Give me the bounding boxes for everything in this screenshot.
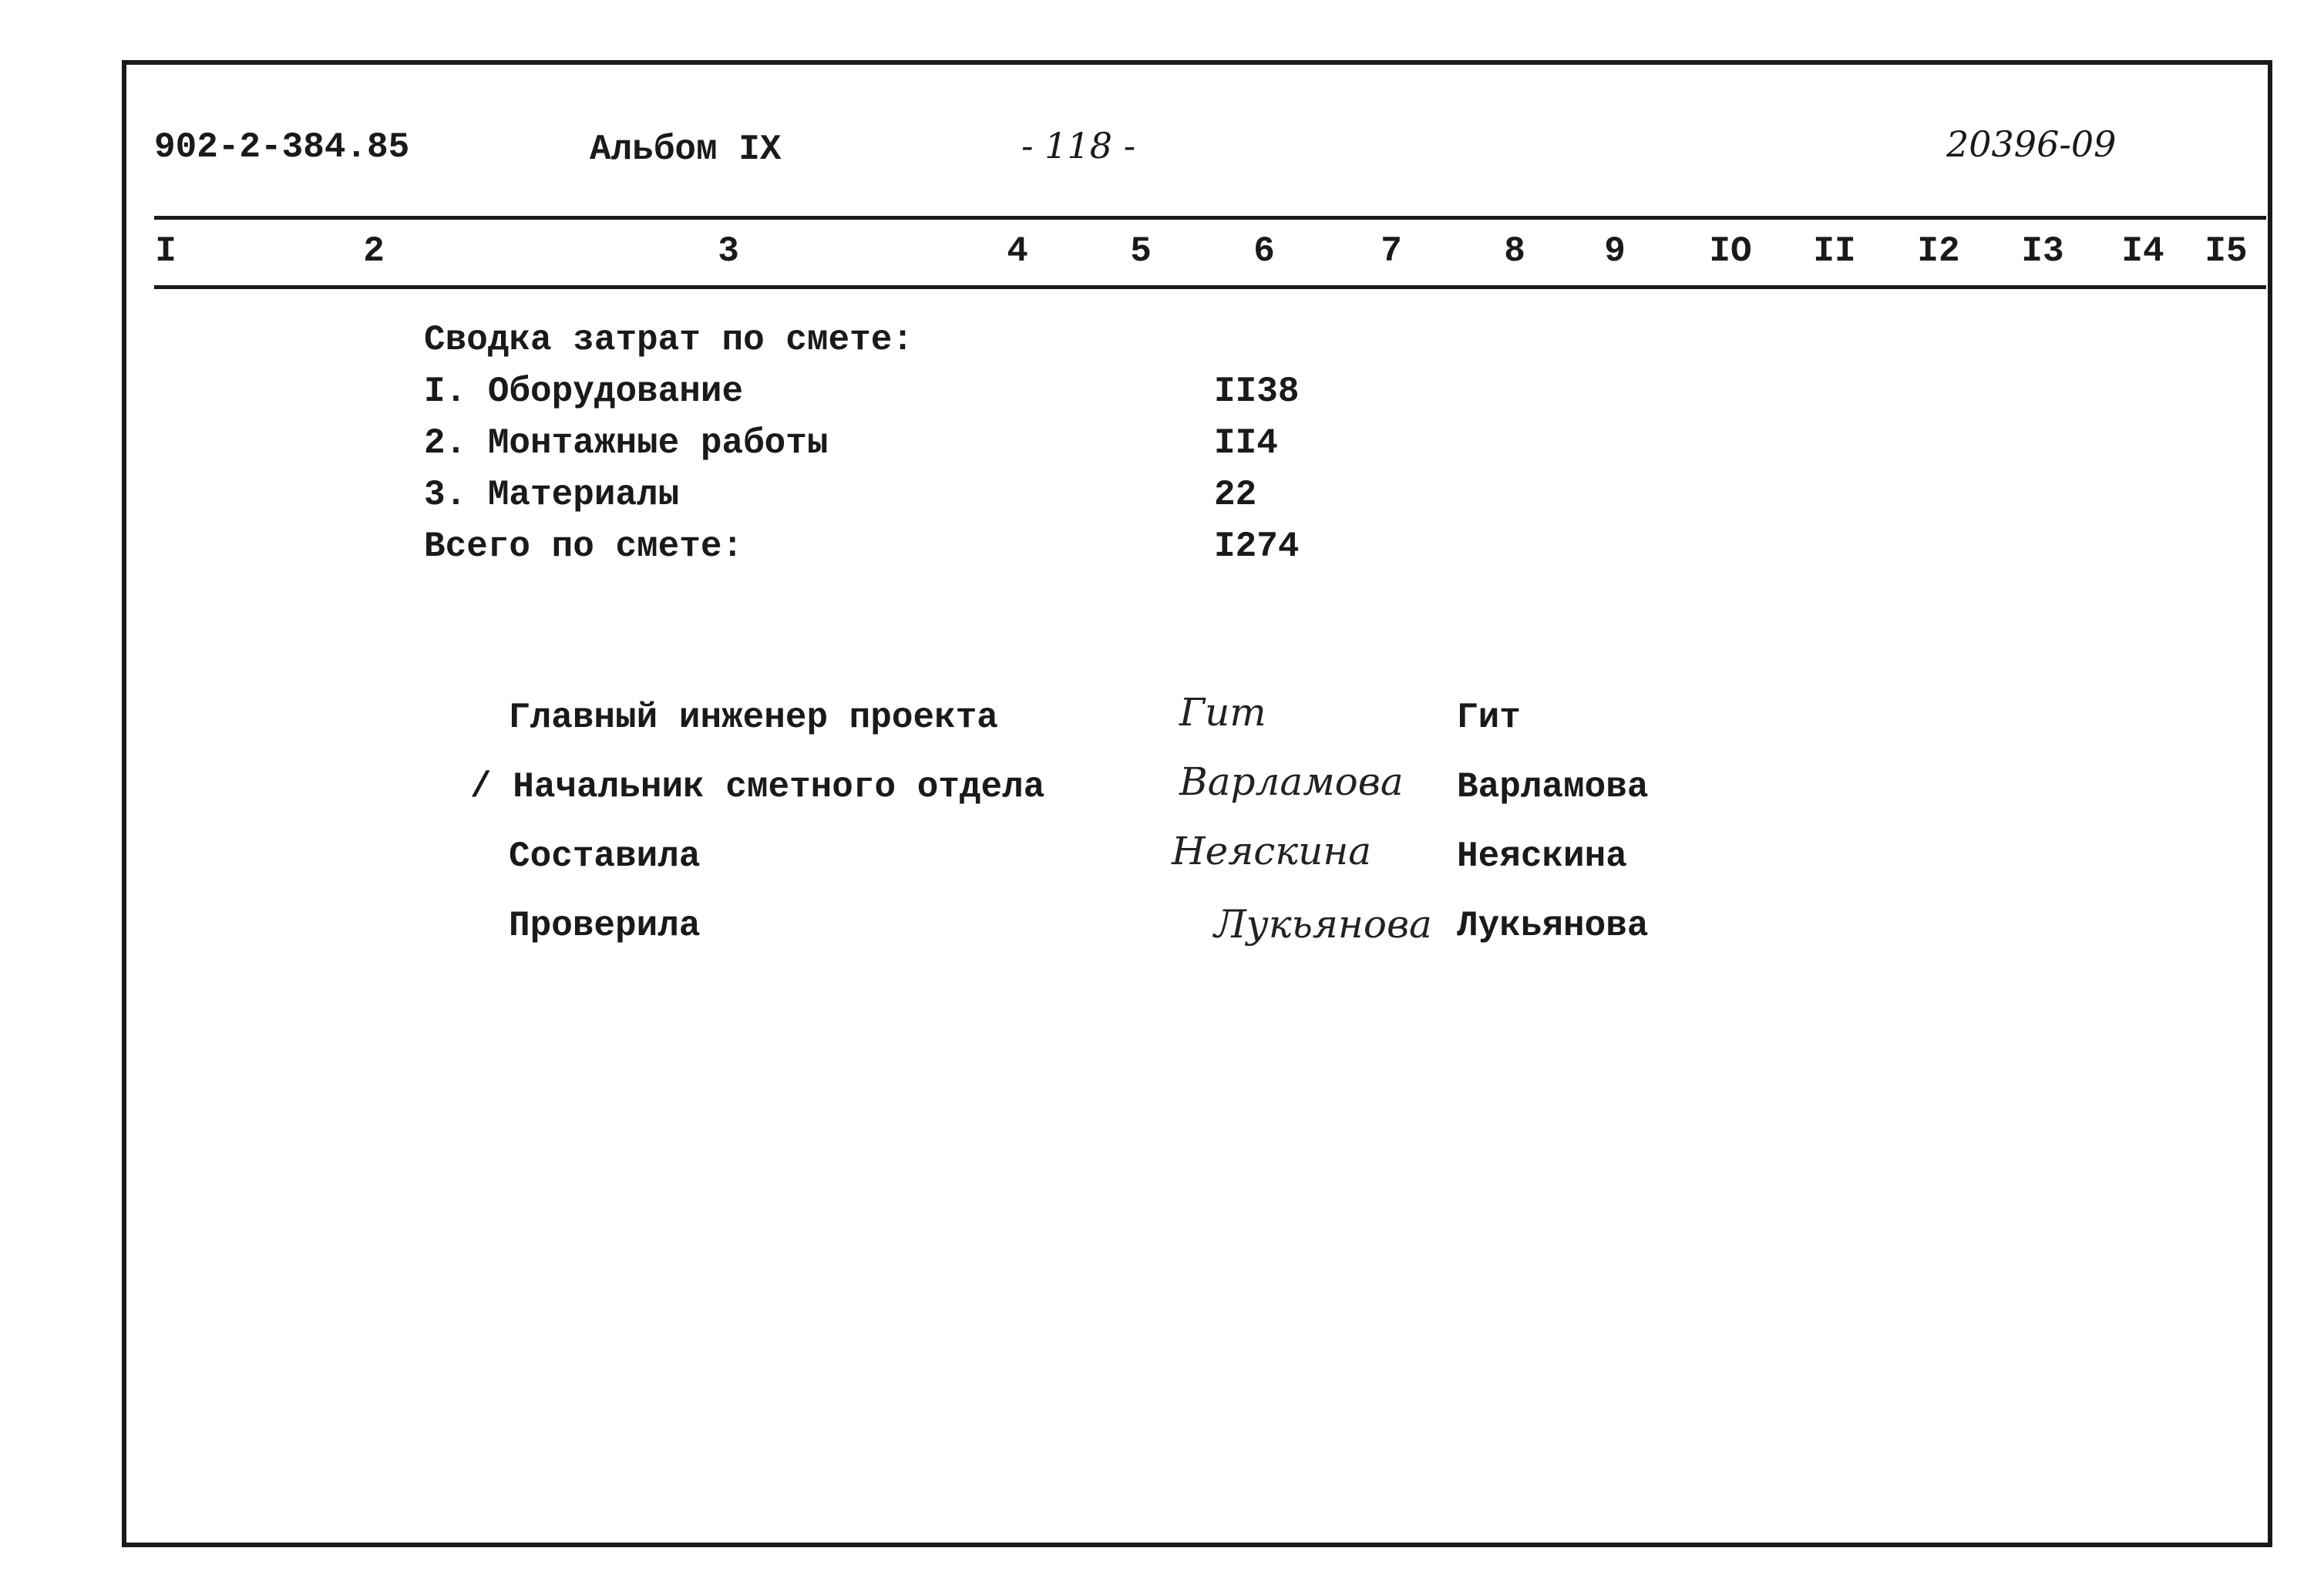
handwritten-signature: Варламова (1179, 759, 1404, 804)
column-number: I4 (2121, 231, 2164, 271)
column-number: II (1813, 231, 1856, 271)
album-title: Альбом IX (590, 130, 782, 170)
summary-total-value: I274 (1214, 527, 1300, 567)
column-number: 2 (363, 231, 385, 271)
handwritten-signature: Лукьянова (1214, 902, 1432, 947)
signature-role: Составила (509, 836, 701, 877)
handwritten-signature: Гит (1179, 690, 1266, 735)
signature-role: Проверила (509, 906, 701, 946)
signatory-name: Гит (1457, 698, 1521, 738)
signatory-name: Лукьянова (1457, 906, 1649, 946)
signatory-name: Варламова (1457, 767, 1649, 807)
column-number: 9 (1604, 231, 1626, 271)
summary-item-value: II4 (1214, 423, 1278, 463)
column-number: 3 (718, 231, 739, 271)
header-rule-top (154, 216, 2266, 220)
archive-number: 20396-09 (1946, 123, 2117, 165)
column-number: I5 (2205, 231, 2248, 271)
summary-item-value: II38 (1214, 372, 1300, 412)
doc-code: 902-2-384.85 (154, 127, 410, 167)
summary-total-label: Всего по смете: (424, 527, 744, 567)
summary-item-label: 2. Монтажные работы (424, 423, 829, 463)
column-number: 5 (1130, 231, 1152, 271)
column-number: 6 (1253, 231, 1275, 271)
column-number: 4 (1007, 231, 1028, 271)
column-number: 8 (1504, 231, 1525, 271)
header-rule-bottom (154, 285, 2266, 289)
page-number: - 118 - (1021, 125, 1136, 167)
summary-title: Сводка затрат по смете: (424, 320, 913, 360)
handwritten-signature: Неяскина (1172, 829, 1372, 873)
signature-role: Главный инженер проекта (509, 698, 998, 738)
column-number: I2 (1917, 231, 1960, 271)
column-number: I3 (2021, 231, 2064, 271)
summary-item-label: 3. Материалы (424, 475, 680, 515)
column-number: 7 (1381, 231, 1402, 271)
column-number: IO (1709, 231, 1752, 271)
summary-item-value: 22 (1214, 475, 1257, 515)
signature-role: / Начальник сметного отдела (470, 767, 1045, 807)
column-number: I (155, 231, 177, 271)
summary-item-label: I. Оборудование (424, 372, 744, 412)
signatory-name: Неяскина (1457, 836, 1627, 877)
